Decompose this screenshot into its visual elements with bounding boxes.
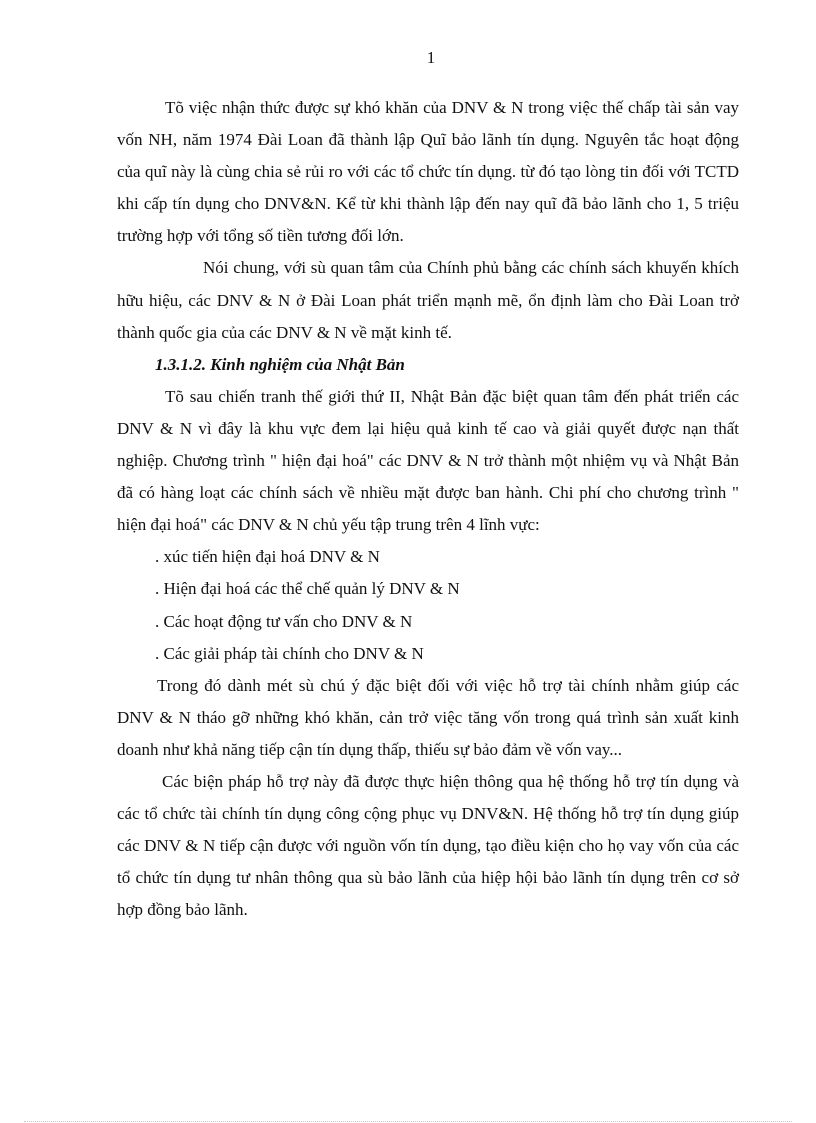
list-item: . Các hoạt động tư vấn cho DNV & N xyxy=(155,611,413,631)
paragraph-financial-support: Trong đó dành mét sù chú ý đặc biệt đối với việc hỗ trợ tài chính nhằm giúp các DNV & N tháo gỡ những khó khăn, cản trở việc tăng vốn trong quá trình sản xuất kinh doanh như khả năng tiếp cận tín dụng thấp, thiếu sự bảo đảm về vốn vay... xyxy=(117,675,739,759)
page-number: 1 xyxy=(426,48,436,67)
list-item: . Hiện đại hoá các thể chế quản lý DNV & N xyxy=(155,579,460,599)
page-bottom-divider xyxy=(24,1121,792,1122)
paragraph-taiwan-guarantee-fund: Tõ việc nhận thức được sự khó khăn của DNV & N trong việc thế chấp tài sản vay vốn NH, năm 1974 Đài Loan đã thành lập Quĩ bảo lãnh tín dụng. Nguyên tắc hoạt động của quĩ này là cùng chia sẻ rủi ro với các tổ chức tín dụng. từ đó tạo lòng tin đối với TCTD khi cấp tín dụng cho DNV&N. Kể từ khi thành lập đến nay quĩ đã bảo lãnh cho 1, 5 triệu trường hợp với tổng số tiền tương đối lớn. xyxy=(117,98,739,246)
list-item: . Các giải pháp tài chính cho DNV & N xyxy=(155,643,424,663)
document-body xyxy=(117,92,739,926)
paragraph-taiwan-summary: Nói chung, với sù quan tâm của Chính phủ bằng các chính sách khuyến khích hữu hiệu, các DNV & N ở Đài Loan phát triển mạnh mẽ, ổn định làm cho Đài Loan trở thành quốc gia của các DNV & N về mặt kinh tế. xyxy=(117,258,739,342)
section-heading: 1.3.1.2. Kinh nghiệm của Nhật Bản xyxy=(155,354,405,374)
paragraph-japan-intro: Tõ sau chiến tranh thế giới thứ II, Nhật Bản đặc biệt quan tâm đến phát triển các DNV & N vì đây là khu vực đem lại hiệu quả kinh tế cao và giải quyết được nạn thất nghiệp. Chương trình " hiện đại hoá" các DNV & N trở thành một nhiệm vụ và Nhật Bản đã có hàng loạt các chính sách về nhiều mặt được ban hành. Chi phí cho chương trình " hiện đại hoá" các DNV & N chủ yếu tập trung trên 4 lĩnh vực: xyxy=(117,386,739,535)
list-item: . xúc tiến hiện đại hoá DNV & N xyxy=(155,547,380,567)
paragraph-credit-system: Các biện pháp hỗ trợ này đã được thực hiện thông qua hệ thống hỗ trợ tín dụng và các tổ chức tài chính tín dụng công cộng phục vụ DNV&N. Hệ thống hỗ trợ tín dụng giúp các DNV & N tiếp cận được với nguồn vốn tín dụng, tạo điều kiện cho họ vay vốn của các tổ chức tín dụng tư nhân thông qua sù bảo lãnh của hiệp hội bảo lãnh tín dụng trên cơ sở hợp đồng bảo lãnh. xyxy=(117,771,739,920)
